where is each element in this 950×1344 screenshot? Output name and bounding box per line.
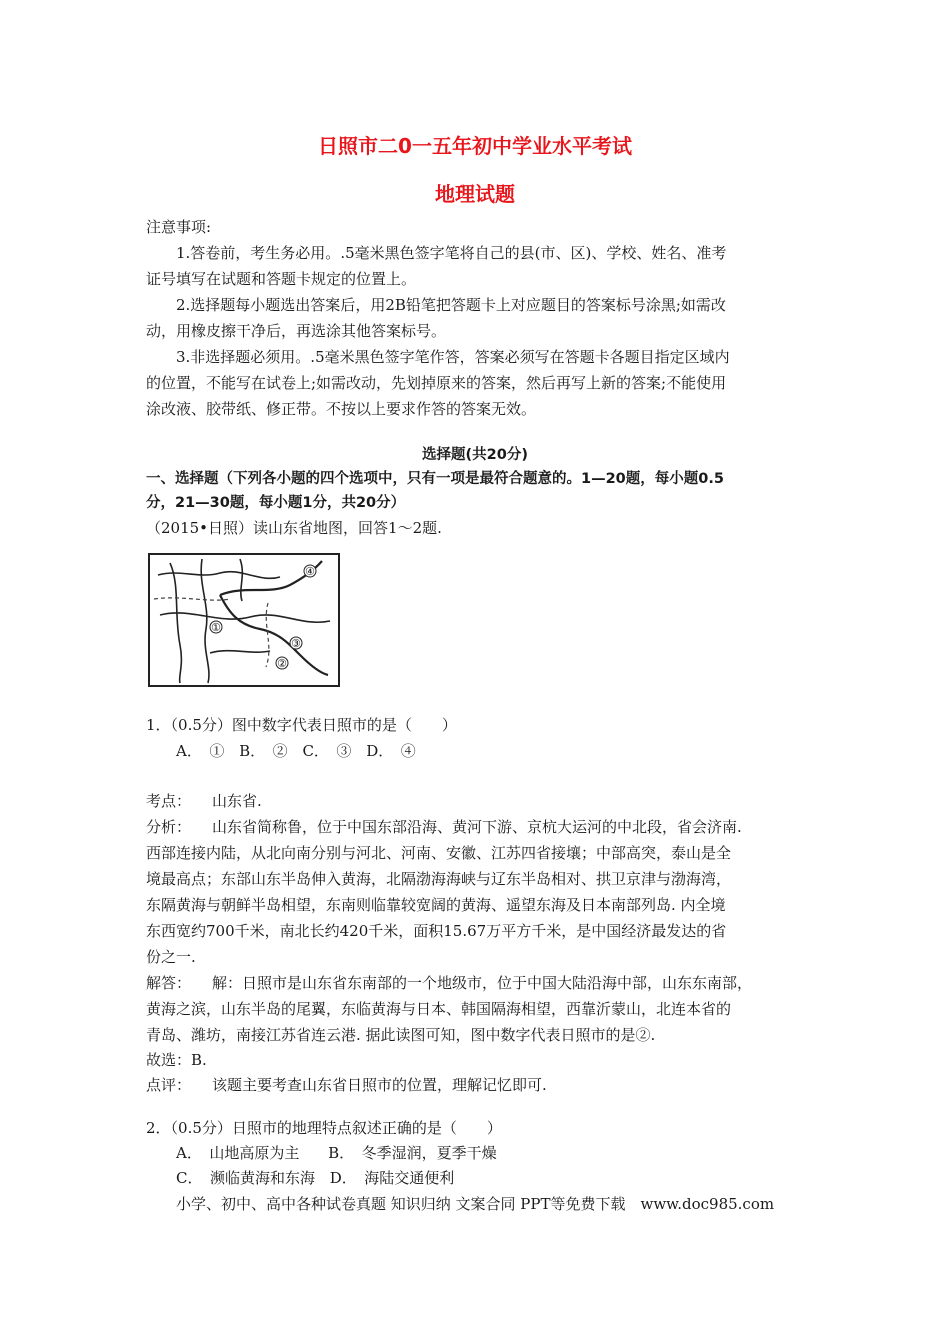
q1-jieda <box>146 972 810 994</box>
exam-title: 日照市二0一五年初中学业水平考试 <box>318 134 632 158</box>
kaodian-text: 山东省. <box>212 792 262 810</box>
q2-options-row2 <box>176 1167 840 1189</box>
q2-option-a: A． 山地高原为主 <box>176 1144 300 1162</box>
fenxi-text: 境最高点；东部山东半岛伸入黄海，北隔渤海海峡与辽东半岛相对、拱卫京津与渤海湾， <box>146 870 732 888</box>
fenxi-text: 山东省简称鲁，位于中国东部沿海、黄河下游、京杭大运河的中北段，省会济南. <box>212 818 742 836</box>
map-label-4: ④ <box>305 565 315 578</box>
map-label-3: ③ <box>291 637 301 650</box>
jieda-text: 黄海之滨，山东半岛的尾翼，东临黄海与日本、韩国隔海相望，西靠沂蒙山，北连本省的 <box>146 1000 732 1018</box>
notice-line: 的位置，不能写在试卷上;如需改动，先划掉原来的答案，然后再写上新的答案;不能使用 <box>146 374 727 392</box>
q1-kaodian <box>146 790 810 812</box>
map-label-2: ② <box>277 657 287 670</box>
q2-options-row1 <box>176 1142 840 1164</box>
section-instruction: 分，21—30题，每小题1分，共20分） <box>146 495 406 511</box>
notice-line: 2.选择题每小题选出答案后，用2B铅笔把答题卡上对应题目的答案标号涂黑;如需改 <box>176 296 726 314</box>
question-lead: （2015•日照）读山东省地图，回答1～2题. <box>146 519 442 537</box>
fenxi-text: 东西宽约700千米，南北长约420千米，面积15.67万平方千米，是中国经济最发达的省 <box>146 922 727 940</box>
q1-option-b: B． ② <box>239 742 288 760</box>
dianping-text: 该题主要考查山东省日照市的位置，理解记忆即可. <box>212 1076 547 1094</box>
notice-heading: 注意事项: <box>146 218 212 236</box>
shandong-map-drawing <box>150 555 338 685</box>
jieda-text: 青岛、潍坊，南接江苏省连云港. 据此读图可知，图中数字代表日照市的是②. <box>146 1026 656 1044</box>
jieda-text: 解：日照市是山东省东南部的一个地级市，位于中国大陆沿海中部，山东东南部， <box>212 974 753 992</box>
q2-option-d: D． 海陆交通便利 <box>329 1169 455 1187</box>
footer-ad: 小学、初中、高中各种试卷真题 知识归纳 文案合同 PPT等免费下载 www.doc985.com <box>176 1195 775 1213</box>
q1-option-c: C． ③ <box>302 742 352 760</box>
fenxi-text: 东隔黄海与朝鲜半岛相望，东南则临靠较宽阔的黄海、遥望东海及日本南部列岛. 内全境 <box>146 896 726 914</box>
q2-option-b: B． 冬季湿润，夏季干燥 <box>328 1144 497 1162</box>
q1-answer: 故选：B. <box>146 1051 207 1069</box>
section-instruction: 一、选择题（下列各小题的四个选项中，只有一项是最符合题意的。1—20题，每小题0.5 <box>146 471 724 487</box>
fenxi-label: 分析： <box>146 818 192 836</box>
fenxi-text: 份之一. <box>146 948 196 966</box>
q1-stem: 1．（0.5分）图中数字代表日照市的是（ ） <box>146 716 457 734</box>
notice-line: 3.非选择题必须用。.5毫米黑色签字笔作答，答案必须写在答题卡各题目指定区域内 <box>176 348 730 366</box>
q1-dianping <box>146 1074 810 1096</box>
q1-option-a: A． ① <box>176 742 225 760</box>
notice-line: 涂改液、胶带纸、修正带。不按以上要求作答的答案无效。 <box>146 400 537 418</box>
q1-option-d: D． ④ <box>366 742 416 760</box>
q2-stem: 2．（0.5分）日照市的地理特点叙述正确的是（ ） <box>146 1119 502 1137</box>
notice-line: 证号填写在试题和答题卡规定的位置上。 <box>146 270 417 288</box>
q1-fenxi <box>146 816 810 838</box>
dianping-label: 点评： <box>146 1076 192 1094</box>
fenxi-text: 西部连接内陆，从北向南分别与河北、河南、安徽、江苏四省接壤；中部高突，泰山是全 <box>146 844 732 862</box>
map-label-1: ① <box>211 621 221 634</box>
jieda-label: 解答： <box>146 974 192 992</box>
notice-line: 1.答卷前，考生务必用。.5毫米黑色签字笔将自己的县(市、区)、学校、姓名、准考 <box>176 244 727 262</box>
notice-line: 动，用橡皮擦干净后，再选涂其他答案标号。 <box>146 322 447 340</box>
q1-options <box>176 740 840 762</box>
q2-option-c: C． 濒临黄海和东海 <box>176 1169 315 1187</box>
section-title: 选择题(共20分) <box>422 447 528 463</box>
exam-subtitle: 地理试题 <box>435 182 515 206</box>
kaodian-label: 考点： <box>146 792 192 810</box>
shandong-map <box>148 553 340 687</box>
